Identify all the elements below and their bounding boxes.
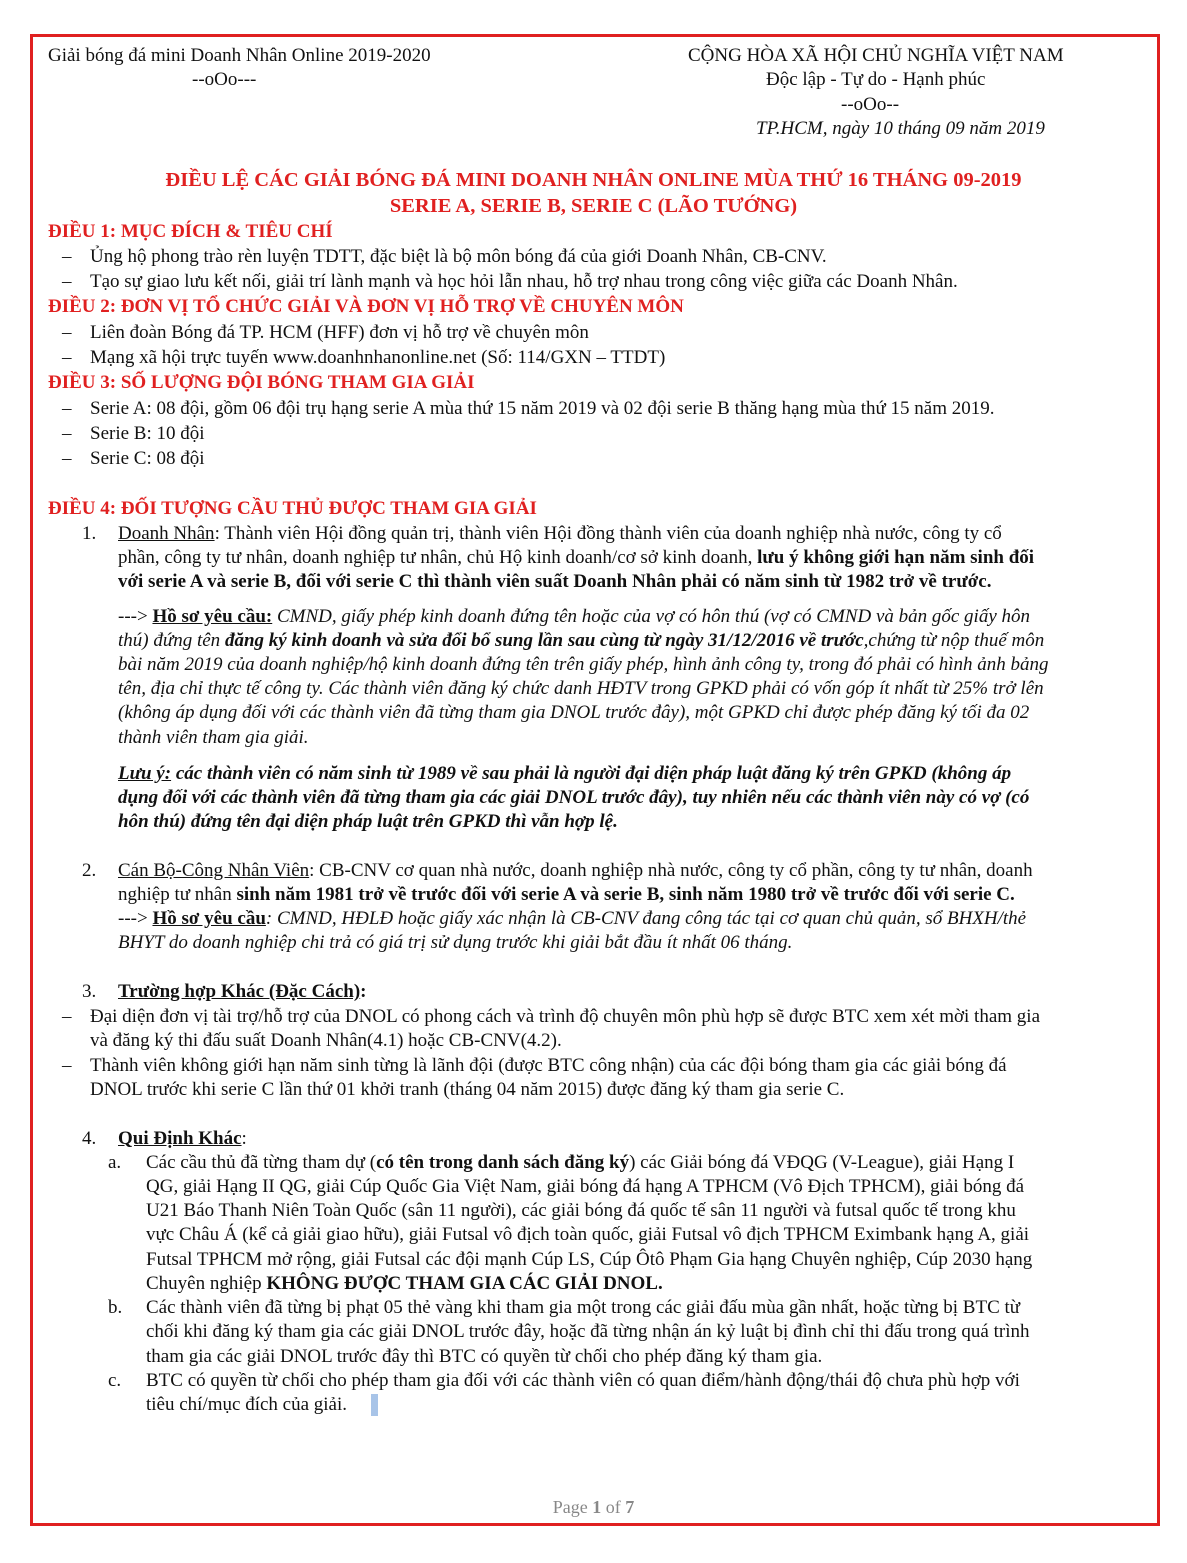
requirements-line (118, 629, 1044, 654)
requirements-label: Hồ sơ yêu cầu (152, 908, 266, 929)
section-number: 2. (82, 860, 97, 881)
section-4-2-line (118, 883, 1015, 908)
section-4-3-item-text: Đại diện đơn vị tài trợ/hỗ trợ của DNOL có phong cách và trình độ chuyên môn phù hợp sẽ được BTC xem xét mời tham gia (90, 1006, 1041, 1027)
section-number: 1. (82, 523, 97, 544)
document-title-line2: SERIE A, SERIE B, SERIE C (LÃO TƯỚNG) (389, 195, 798, 217)
section-4-1-line (118, 522, 1002, 547)
section-4-1-bold: lưu ý không giới hạn năm sinh đối (757, 547, 1035, 568)
dash-bullet: – (62, 1006, 72, 1027)
section-4-3-label: Trường hợp Khác (Đặc Cách) (118, 981, 361, 1002)
arrow-marker: ---> (118, 606, 153, 627)
document-title-line1: ĐIỀU LỆ CÁC GIẢI BÓNG ĐÁ MINI DOANH NHÂN ONLINE MÙA THỨ 16 THÁNG 09-2019 (165, 169, 1022, 191)
section-4-3-line (118, 980, 366, 1005)
dash-bullet: – (62, 398, 72, 419)
section-4-3-item (62, 1005, 1040, 1030)
article-3-item-text: Serie B: 10 đội (90, 423, 205, 444)
section-4-2-text: nghiệp tư nhân (118, 884, 237, 905)
article-2-heading: ĐIỀU 2: ĐƠN VỊ TỔ CHỨC GIẢI VÀ ĐƠN VỊ HỖ TRỢ VỀ CHUYÊN MÔN (48, 296, 684, 317)
dash-bullet: – (62, 347, 72, 368)
note-text: các thành viên có năm sinh từ 1989 về sau phải là người đại diện pháp luật đăng ký trên GPKD (không áp (171, 763, 1012, 784)
requirements-text: BHYT do doanh nghiệp chi trả có giá trị sử dụng trước khi giải bắt đầu ít nhất 06 tháng. (118, 932, 793, 953)
article-2-item-text: Mạng xã hội trực tuyến www.doanhnhanonline.net (Số: 114/GXN – TTDT) (90, 347, 666, 368)
list-marker-b: b. (108, 1297, 123, 1318)
header-left-separator: --oOo--- (192, 69, 257, 90)
article-1-item-text: Ủng hộ phong trào rèn luyện TDTT, đặc biệt là bộ môn bóng đá của giới Doanh Nhân, CB-CNV. (90, 246, 827, 267)
section-4-2-label: Cán Bộ-Công Nhân Viên (118, 860, 310, 881)
arrow-marker: ---> (118, 908, 153, 929)
item-a-bold: có tên trong danh sách đăng ký (376, 1152, 630, 1173)
dash-bullet: – (62, 1055, 72, 1076)
requirements-line (118, 907, 1026, 932)
requirements-label: Hồ sơ yêu cầu: (152, 606, 273, 627)
section-number: 4. (82, 1128, 97, 1149)
article-2-item (62, 346, 665, 371)
page-footer (0, 1495, 1187, 1520)
header-left-title: Giải bóng đá mini Doanh Nhân Online 2019-2020 (48, 45, 431, 66)
note-label: Lưu ý: (118, 763, 172, 784)
section-4-1-text: : Thành viên Hội đồng quản trị, thành viên Hội đồng thành viên của doanh nghiệp nhà nước, công ty cổ (214, 523, 1002, 544)
section-4-4-label: Qui Định Khác (118, 1128, 242, 1149)
item-b-text: Các thành viên đã từng bị phạt 05 thẻ vàng khi tham gia một trong các giải đấu mùa gần nhất, hoặc từng bị BTC từ (146, 1297, 1021, 1318)
dash-bullet: – (62, 322, 72, 343)
item-a-text: Chuyên nghiệp (146, 1273, 267, 1294)
requirements-text: : CMND, HĐLĐ hoặc giấy xác nhận là CB-CNV đang công tác tại cơ quan chủ quản, sổ BHXH/thẻ (265, 908, 1027, 929)
header-right-motto: Độc lập - Tự do - Hạnh phúc (766, 69, 986, 90)
header-right-separator: --oOo-- (841, 94, 900, 115)
requirements-text: tên, địa chỉ thực tế công ty. Các thành viên đăng ký chức danh HĐTV trong GPKD phải có vốn góp ít nhất từ 25% trở lên (118, 678, 1044, 699)
section-4-3-item-text: và đăng ký thi đấu suất Doanh Nhân(4.1) hoặc CB-CNV(4.2). (90, 1030, 562, 1051)
item-a-text: vực Châu Á (kể cả giải giao hữu), giải Futsal vô địch toàn quốc, giải Futsal vô địch TPHCM Eximbank hạng A, giải (146, 1224, 1030, 1245)
item-a-text: QG, giải Hạng II QG, giải Cúp Quốc Gia Việt Nam, giải bóng đá hạng A TPHCM (Vô Địch TPHCM), giải bóng đá (146, 1176, 1025, 1197)
dash-bullet: – (62, 423, 72, 444)
item-a-text: Futsal TPHCM mở rộng, giải Futsal các đội mạnh Cúp LS, Cúp Ôtô Phạm Gia hạng Chuyên nghiệp, Cúp 2030 hạng (146, 1249, 1033, 1270)
article-1-item (62, 270, 958, 295)
section-4-3-colon: : (360, 981, 367, 1002)
item-c-text: tiêu chí/mục đích của giải. (146, 1394, 348, 1415)
requirements-text: bài năm 2019 của doanh nghiệp/hộ kinh doanh đứng tên trên giấy phép, hình ảnh công ty, trong đó phải có hình ảnh bảng (118, 654, 1049, 675)
section-4-4-colon: : (241, 1128, 247, 1149)
article-3-item-text: Serie C: 08 đội (90, 448, 205, 469)
requirements-text: thành viên tham gia giải. (118, 727, 309, 748)
text-cursor[interactable] (371, 1394, 378, 1416)
header-right-title: CỘNG HÒA XÃ HỘI CHỦ NGHĨA VIỆT NAM (688, 45, 1064, 66)
article-1-item (62, 245, 827, 270)
section-4-3-item (62, 1054, 1007, 1079)
dash-bullet: – (62, 448, 72, 469)
article-3-heading: ĐIỀU 3: SỐ LƯỢNG ĐỘI BÓNG THAM GIA GIẢI (48, 372, 475, 393)
note-text: dụng đối với các thành viên đã từng tham gia các giải DNOL trước đây), tuy nhiên nếu các thành viên này có vợ (có (118, 787, 1030, 808)
section-4-1-line (118, 546, 1034, 571)
footer-page-total: 7 (625, 1497, 635, 1517)
article-2-item-text: Liên đoàn Bóng đá TP. HCM (HFF) đơn vị hỗ trợ về chuyên môn (90, 322, 589, 343)
section-4-3-item-text: Thành viên không giới hạn năm sinh từng là lãnh đội (được BTC công nhận) của các đội bóng tham gia các giải bóng đá (90, 1055, 1007, 1076)
list-marker-c: c. (108, 1370, 122, 1391)
item-a-bold: KHÔNG ĐƯỢC THAM GIA CÁC GIẢI DNOL. (266, 1273, 663, 1294)
requirements-bold: đăng ký kinh doanh và sửa đổi bổ sung lần sau cùng từ ngày 31/12/2016 về trước (224, 630, 864, 651)
requirements-text: ,chứng từ nộp thuế môn (863, 630, 1045, 651)
requirements-text: (không áp dụng đối với các thành viên đã từng tham gia DNOL trước đây), một GPKD chỉ được phép đăng ký tối đa 02 (118, 702, 1030, 723)
section-4-2-bold: sinh năm 1981 trở về trước đối với serie A và serie B, sinh năm 1980 trở về trước đối với serie C. (236, 884, 1015, 905)
item-a-line (146, 1272, 663, 1297)
article-2-item (62, 321, 589, 346)
article-3-item (62, 447, 205, 472)
article-1-item-text: Tạo sự giao lưu kết nối, giải trí lành mạnh và học hỏi lẫn nhau, hỗ trợ nhau trong công việc giữa các Doanh Nhân. (90, 271, 958, 292)
section-4-4-line (118, 1127, 247, 1152)
item-b-text: chối khi đăng ký tham gia các giải DNOL trước đây, hoặc đã từng nhận án kỷ luật bị đình chỉ thi đấu trong quá trình (146, 1321, 1030, 1342)
section-4-1-text: phần, công ty tư nhân, doanh nghiệp tư nhân, chủ Hộ kinh doanh/cơ sở kinh doanh, (118, 547, 758, 568)
section-number: 3. (82, 981, 97, 1002)
section-4-1-bold: với serie A và serie B, đối với serie C thì thành viên suất Doanh Nhân phải có năm sinh từ 1982 trở về trước. (118, 571, 992, 592)
item-a-line (146, 1151, 1014, 1176)
dash-bullet: – (62, 246, 72, 267)
requirements-line (118, 605, 1030, 630)
section-4-2-line (118, 859, 1033, 884)
item-b-text: tham gia các giải DNOL trước đây thì BTC có quyền từ chối cho phép đăng ký tham gia. (146, 1346, 823, 1367)
footer-page-word: Page (552, 1497, 593, 1517)
article-4-heading: ĐIỀU 4: ĐỐI TƯỢNG CẦU THỦ ĐƯỢC THAM GIA GIẢI (48, 498, 537, 519)
document-date: TP.HCM, ngày 10 tháng 09 năm 2019 (756, 118, 1045, 139)
item-c-text: BTC có quyền từ chối cho phép tham gia đối với các thành viên có quan điểm/hành động/thái độ chưa phù hợp với (146, 1370, 1020, 1391)
note-line (118, 762, 1011, 787)
article-3-item (62, 422, 205, 447)
section-4-2-text: : CB-CNV cơ quan nhà nước, doanh nghiệp nhà nước, công ty cổ phần, công ty tư nhân, doanh (309, 860, 1033, 881)
item-a-text: U21 Báo Thanh Niên Toàn Quốc (sân 11 người), các giải bóng đá quốc tế sân 11 người và futsal quốc tế trong khu (146, 1200, 1016, 1221)
item-a-text: Các cầu thủ đã từng tham dự ( (146, 1152, 377, 1173)
article-3-item (62, 397, 995, 422)
dash-bullet: – (62, 271, 72, 292)
requirements-text: thú) đứng tên (118, 630, 225, 651)
footer-page-number: 1 (592, 1497, 602, 1517)
article-3-item-text: Serie A: 08 đội, gồm 06 đội trụ hạng serie A mùa thứ 15 năm 2019 và 02 đội serie B thăng hạng mùa thứ 15 năm 2019. (90, 398, 995, 419)
section-4-3-item-text: DNOL trước khi serie C lần thứ 01 khởi tranh (tháng 04 năm 2015) được đăng ký tham gia serie C. (90, 1079, 845, 1100)
list-marker-a: a. (108, 1152, 122, 1173)
article-1-heading: ĐIỀU 1: MỤC ĐÍCH & TIÊU CHÍ (48, 221, 333, 242)
requirements-text: CMND, giấy phép kinh doanh đứng tên hoặc của vợ có hôn thú (vợ có CMND và bản gốc giấy hôn (272, 606, 1031, 627)
note-text: hôn thú) đứng tên đại diện pháp luật trên GPKD thì vẫn hợp lệ. (118, 811, 618, 832)
section-4-1-label: Doanh Nhân (118, 523, 215, 544)
item-a-text: ) các Giải bóng đá VĐQG (V-League), giải Hạng I (629, 1152, 1015, 1173)
footer-of-word: of (601, 1497, 626, 1517)
